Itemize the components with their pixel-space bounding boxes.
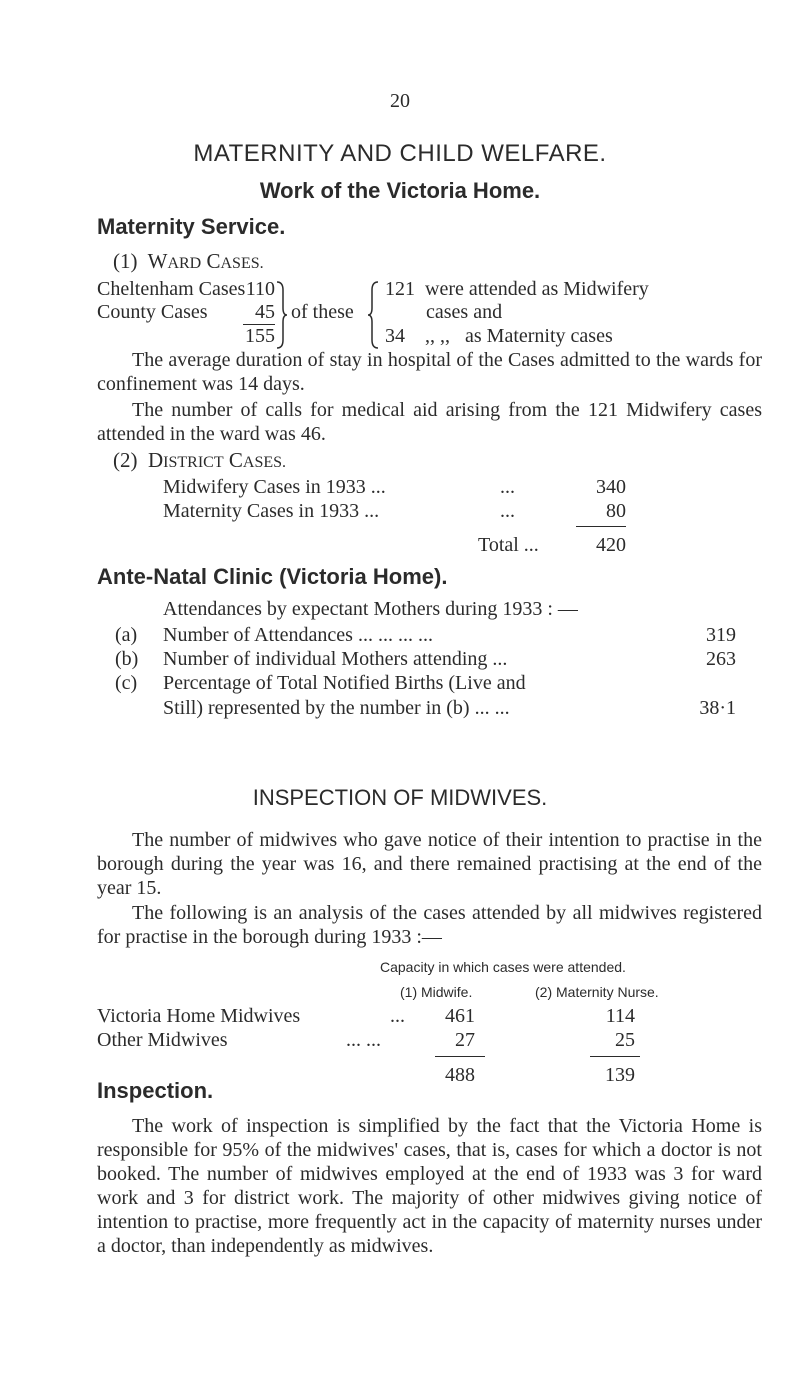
district-row-maternity-label: Maternity Cases in 1933 ... [163, 500, 380, 522]
ward-cases-and-line: cases and [426, 301, 503, 323]
antenatal-item-a-letter: (a) [115, 624, 138, 646]
col-midwife-header: (1) Midwife. [400, 984, 473, 1000]
antenatal-heading: Ante-Natal Clinic (Victoria Home). [97, 564, 448, 589]
district-row-midwifery-value: 340 [596, 476, 626, 498]
district-row-midwifery-dots: ... [500, 476, 515, 498]
district-total-value: 420 [596, 534, 626, 556]
antenatal-item-c-text-line2: Still) represented by the number in (b) ... ... [163, 697, 510, 719]
district-total-rule [576, 526, 626, 527]
page-number: 20 [390, 90, 410, 112]
antenatal-item-b-letter: (b) [115, 648, 139, 670]
district-row-maternity-value: 80 [606, 500, 626, 522]
district-total-label: Total ... [478, 534, 539, 556]
capacity-caption: Capacity in which cases were attended. [380, 959, 626, 975]
right-brace [276, 280, 288, 350]
left-brace [367, 280, 379, 350]
district-row-maternity-dots: ... [500, 500, 515, 522]
table-total-rule-midwife [435, 1056, 485, 1057]
district-row-midwifery-label: Midwifery Cases in 1933 ... [163, 476, 386, 498]
table-row-other-dots: ... ... [346, 1029, 381, 1051]
col-maternity-nurse-header: (2) Maternity Nurse. [535, 984, 659, 1000]
maternity-service-heading: Maternity Service. [97, 214, 286, 239]
cheltenham-cases-label: Cheltenham Cases [97, 278, 246, 300]
antenatal-item-a-value: 319 [706, 624, 736, 646]
of-these-text: of these [291, 301, 354, 323]
antenatal-item-a-text: Number of Attendances ... ... ... ... [163, 624, 433, 646]
ward-midwifery-line: 121 were attended as Midwifery [385, 278, 649, 300]
ward-maternity-line: 34 ,, ,, as Maternity cases [385, 325, 613, 347]
antenatal-item-b-text: Number of individual Mothers attending ... [163, 648, 508, 670]
district-cases-heading: (2) DISTRICT CASES. [113, 448, 287, 472]
table-row-victoria-label: Victoria Home Midwives [97, 1005, 301, 1027]
ward-total-value: 155 [245, 325, 275, 347]
table-row-victoria-nurse: 114 [605, 1005, 635, 1027]
antenatal-item-c-value: 38·1 [699, 697, 736, 719]
inspection-analysis-paragraph: The following is an analysis of the cases attended by all midwives registered for practise in the borough during 1933 :— [97, 902, 762, 948]
cheltenham-cases-value: 110 [245, 278, 275, 300]
antenatal-intro: Attendances by expectant Mothers during 1933 : — [163, 598, 578, 620]
inspection-title: INSPECTION OF MIDWIVES. [252, 785, 548, 810]
table-row-victoria-dots: ... [390, 1005, 405, 1027]
inspection-subheading: Inspection. [97, 1078, 214, 1103]
table-row-other-label: Other Midwives [97, 1029, 228, 1051]
county-cases-label: County Cases [97, 301, 208, 323]
stay-duration-paragraph: The average duration of stay in hospital of the Cases admitted to the wards for confinement was 14 days. [97, 349, 762, 395]
table-total-rule-nurse [590, 1056, 640, 1057]
medical-aid-paragraph: The number of calls for medical aid arising from the 121 Midwifery cases attended in the ward was 46. [97, 399, 762, 445]
page-title: MATERNITY AND CHILD WELFARE. [193, 140, 607, 167]
table-row-victoria-midwife: 461 [445, 1005, 475, 1027]
table-row-other-midwife: 27 [455, 1029, 475, 1051]
table-total-nurse: 139 [605, 1064, 635, 1086]
antenatal-item-b-value: 263 [706, 648, 736, 670]
county-cases-value: 45 [255, 301, 275, 323]
table-row-other-nurse: 25 [615, 1029, 635, 1051]
ward-cases-heading: (1) WARD CASES. [113, 249, 264, 273]
table-total-midwife: 488 [445, 1064, 475, 1086]
antenatal-item-c-letter: (c) [115, 672, 138, 694]
inspection-notice-paragraph: The number of midwives who gave notice of their intention to practise in the borough during the year was 16, and there remained practising at the end of the year 15. [97, 829, 762, 899]
page-subtitle: Work of the Victoria Home. [259, 178, 541, 203]
inspection-work-paragraph: The work of inspection is simplified by the fact that the Victoria Home is responsible for 95% of the midwives' cases, that is, cases for which a doctor is not booked. The number of midwives employed at the end of 1933 was 3 for ward work and 3 for district work. The majority of other midwives giving notice of intention to practise, more frequently act in the capacity of maternity nurses under a doctor, than independently as midwives. [97, 1115, 762, 1257]
antenatal-item-c-text: Percentage of Total Notified Births (Live and [163, 672, 526, 694]
